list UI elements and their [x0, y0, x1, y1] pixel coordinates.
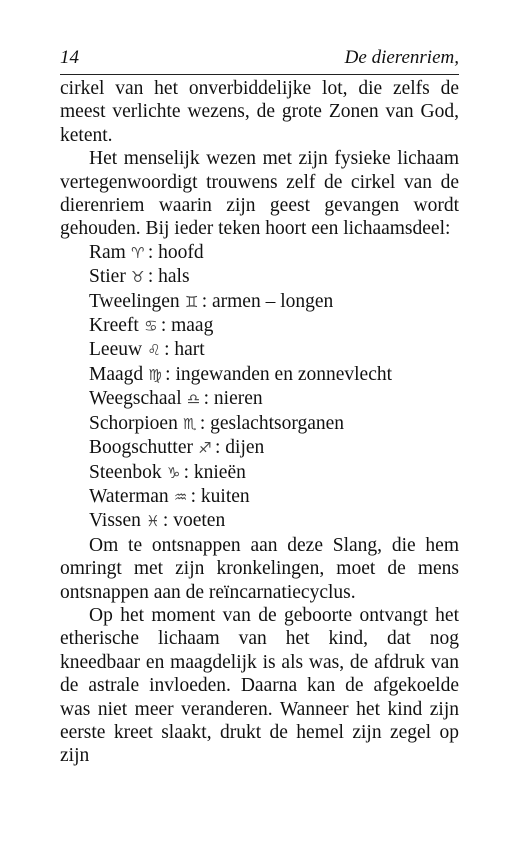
list-item — [89, 461, 459, 485]
sagittarius-icon: ♐ — [198, 439, 212, 458]
cancer-icon: ♋ — [144, 317, 158, 336]
book-page — [60, 46, 459, 768]
sign-name: Ram — [89, 241, 126, 263]
list-item — [89, 290, 459, 314]
sign-name: Boogschutter — [89, 437, 193, 459]
running-header — [60, 46, 459, 75]
page-body — [60, 77, 459, 768]
paragraph-lot: cirkel van het onverbiddelijke lot, die zelfs de meest verlichte wezens, de grote Zonen van God, ketent. — [60, 78, 459, 146]
scorpio-icon: ♏ — [183, 414, 197, 433]
sign-name: Maagd — [89, 363, 144, 385]
paragraph-serpent: Om te ontsnappen aan deze Slang, die hem omringt met zijn kronkelingen, moet de mens ontsnappen aan de reïncarnatiecyclus. — [60, 534, 459, 603]
virgo-icon: ♍ — [148, 365, 162, 384]
sign-name: Stier — [89, 266, 126, 288]
aquarius-icon: ♒ — [173, 487, 188, 506]
sign-name: Steenbok — [89, 461, 162, 483]
sign-name: Weegschaal — [89, 388, 182, 410]
list-item — [89, 436, 459, 460]
body-part: : hoofd — [147, 241, 204, 263]
list-item — [89, 387, 459, 411]
body-part: : voeten — [162, 510, 226, 532]
list-item — [89, 509, 459, 533]
gemini-icon: ♊ — [184, 292, 199, 311]
sign-name: Tweelingen — [89, 290, 180, 312]
body-part: : nieren — [203, 388, 263, 410]
list-item — [89, 363, 459, 387]
sign-name: Kreeft — [89, 315, 139, 337]
body-part: : dijen — [214, 437, 265, 459]
capricorn-icon: ♑ — [166, 463, 181, 482]
sign-name: Schorpioen — [89, 412, 178, 434]
body-part: : armen – longen — [201, 290, 334, 312]
paragraph-human-body: Het menselijk wezen met zijn fysieke lichaam vertegenwoordigt trouwens zelf de cirkel van de dierenriem waarin zijn geest gevangen wordt gehouden. Bij ieder teken hoort een lichaamsdeel: — [60, 148, 459, 240]
list-item — [89, 241, 459, 265]
body-part: : kuiten — [190, 485, 250, 507]
list-item — [89, 338, 459, 362]
list-item — [89, 265, 459, 289]
body-part: : hart — [164, 339, 205, 361]
sign-name: Waterman — [89, 485, 169, 507]
list-item — [89, 314, 459, 338]
body-part: : maag — [160, 315, 214, 337]
body-part: : ingewanden en zonnevlecht — [165, 363, 393, 385]
sign-name: Leeuw — [89, 339, 143, 361]
list-item — [89, 485, 459, 509]
zodiac-body-part-list — [60, 241, 459, 534]
list-item — [89, 412, 459, 436]
page-number: 14 — [60, 47, 79, 68]
body-part: : geslachtsorganen — [199, 412, 345, 434]
sign-name: Vissen — [89, 510, 141, 532]
body-part: : hals — [147, 266, 190, 288]
libra-icon: ♎ — [186, 390, 201, 409]
pisces-icon: ♓ — [146, 512, 160, 531]
running-title: De dierenriem, — [344, 47, 459, 68]
aries-icon: ♈ — [131, 243, 145, 262]
body-part: : knieën — [183, 461, 246, 483]
leo-icon: ♌ — [147, 341, 161, 360]
paragraph-birth: Op het moment van de geboorte ontvangt het etherische lichaam van het kind, dat nog kneedbaar en maagdelijk is als was, de afdruk van de astrale invloeden. Daarna kan de afgekoelde was niet meer veranderen. Wanneer het kind zijn eerste kreet slaakt, drukt de hemel zijn zegel op zijn — [60, 604, 459, 767]
taurus-icon: ♉ — [131, 268, 145, 287]
